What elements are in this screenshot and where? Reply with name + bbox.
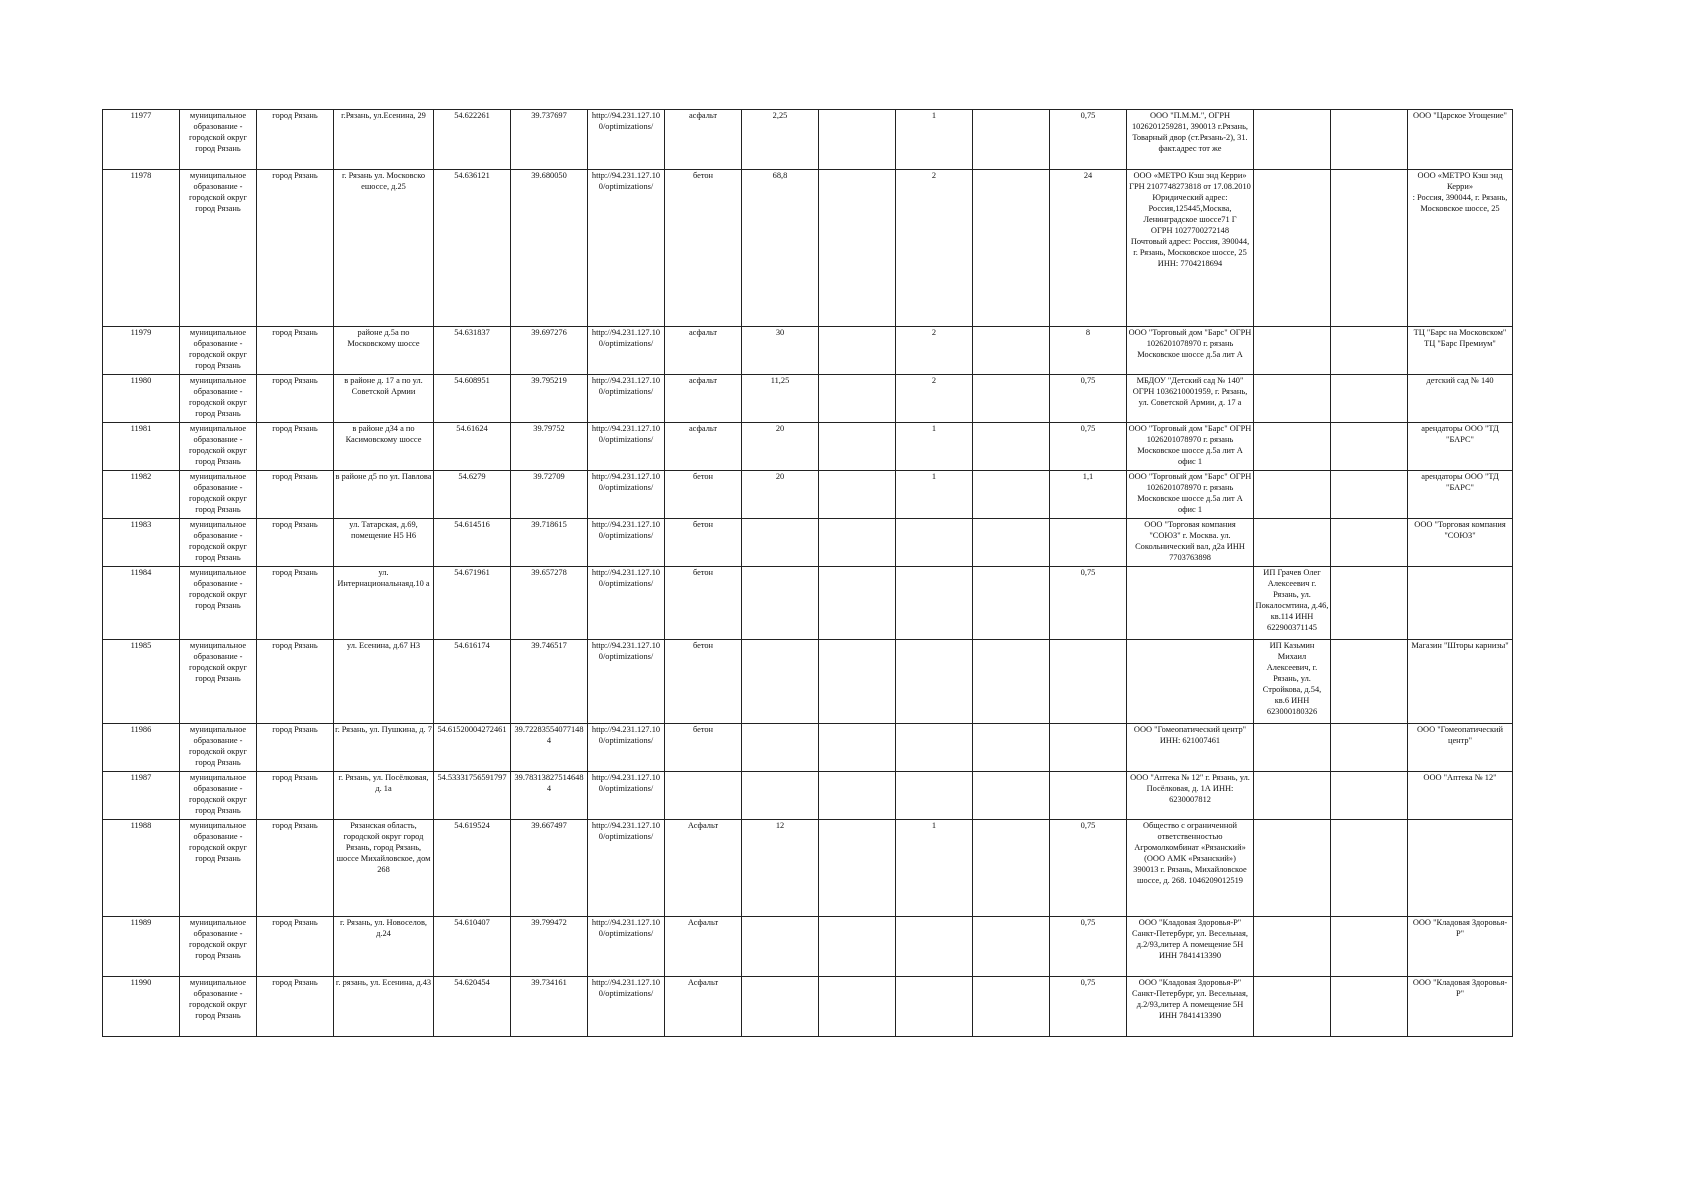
volume-cell bbox=[1050, 772, 1127, 820]
owner-legal-cell: ООО "Торговый дом "Барс" ОГРН 1026201078970 г. рязань Московское шоссе д.5а лит А офис 1 bbox=[1127, 423, 1254, 471]
empty-cell bbox=[819, 375, 896, 423]
empty-cell bbox=[973, 977, 1050, 1037]
volume-cell: 8 bbox=[1050, 327, 1127, 375]
area-cell bbox=[742, 640, 819, 724]
empty-cell bbox=[819, 977, 896, 1037]
site-id-cell: 11990 bbox=[103, 977, 180, 1037]
surface-cell bbox=[665, 772, 742, 820]
table-row bbox=[103, 772, 1513, 820]
municipality-cell: муниципальное образование - городской округ город Рязань bbox=[180, 423, 257, 471]
table-row bbox=[103, 375, 1513, 423]
container-count-cell: 1 bbox=[896, 820, 973, 917]
volume-cell: 0,75 bbox=[1050, 820, 1127, 917]
empty-cell bbox=[973, 375, 1050, 423]
empty-cell bbox=[973, 423, 1050, 471]
table-row bbox=[103, 820, 1513, 917]
site-id-cell: 11986 bbox=[103, 724, 180, 772]
site-id-cell: 11989 bbox=[103, 917, 180, 977]
address-cell: г. Рязань ул. Московско ешоссе, д.25 bbox=[334, 170, 434, 327]
longitude-cell: 39.667497 bbox=[511, 820, 588, 917]
owner-legal-cell: Общество с ограниченной ответственностью Агромолкомбинат «Рязанский» (ООО АМК «Рязанский») 390013 г. Рязань, Михайловское шоссе, д. 268. 1046209012519 bbox=[1127, 820, 1254, 917]
empty-cell bbox=[973, 567, 1050, 640]
empty-cell bbox=[1331, 471, 1408, 519]
owner-person-cell bbox=[1254, 170, 1331, 327]
surface-cell: бетон bbox=[665, 519, 742, 567]
link-cell: http://94.231.127.10 0/optimizations/ bbox=[588, 375, 665, 423]
container-count-cell bbox=[896, 977, 973, 1037]
municipality-cell: муниципальное образование - городской округ город Рязань bbox=[180, 640, 257, 724]
owner-legal-cell: ООО "Торговая компания "СОЮЗ" г. Москва. ул. Сокольнический вал, д2а ИНН 7703763898 bbox=[1127, 519, 1254, 567]
table-row bbox=[103, 423, 1513, 471]
city-cell: город Рязань bbox=[257, 772, 334, 820]
empty-cell bbox=[1331, 423, 1408, 471]
owner-legal-cell: ООО "Торговый дом "Барс" ОГРН 1026201078970 г. рязань Московское шоссе д.5а лит А bbox=[1127, 327, 1254, 375]
empty-cell bbox=[973, 772, 1050, 820]
waste-source-cell: ООО "Торговая компания "СОЮЗ" bbox=[1408, 519, 1513, 567]
container-count-cell bbox=[896, 724, 973, 772]
latitude-cell: 54.631837 bbox=[434, 327, 511, 375]
area-cell bbox=[742, 772, 819, 820]
site-id-cell: 11978 bbox=[103, 170, 180, 327]
link-cell: http://94.231.127.10 0/optimizations/ bbox=[588, 820, 665, 917]
empty-cell bbox=[1331, 977, 1408, 1037]
longitude-cell: 39.737697 bbox=[511, 110, 588, 170]
site-id-cell: 11981 bbox=[103, 423, 180, 471]
longitude-cell: 39.795219 bbox=[511, 375, 588, 423]
latitude-cell: 54.61624 bbox=[434, 423, 511, 471]
volume-cell: 0,75 bbox=[1050, 917, 1127, 977]
link-cell: http://94.231.127.10 0/optimizations/ bbox=[588, 772, 665, 820]
link-cell: http://94.231.127.10 0/optimizations/ bbox=[588, 327, 665, 375]
waste-source-cell: Магазин "Шторы карнизы" bbox=[1408, 640, 1513, 724]
empty-cell bbox=[819, 110, 896, 170]
empty-cell bbox=[819, 471, 896, 519]
owner-person-cell: ИП Грачев Олег Алексеевич г. Рязань, ул. Покалосмтина, д.46, кв.114 ИНН 622900371145 bbox=[1254, 567, 1331, 640]
owner-legal-cell: ООО "Торговый дом "Барс" ОГРН 1026201078970 г. рязань Московское шоссе д.5а лит А офис 1 bbox=[1127, 471, 1254, 519]
empty-cell bbox=[1331, 917, 1408, 977]
table-row bbox=[103, 724, 1513, 772]
volume-cell bbox=[1050, 724, 1127, 772]
surface-cell: бетон bbox=[665, 567, 742, 640]
waste-source-cell: ООО "Кладовая Здоровья-Р" bbox=[1408, 917, 1513, 977]
waste-source-cell bbox=[1408, 567, 1513, 640]
surface-cell: Асфальт bbox=[665, 917, 742, 977]
surface-cell: асфальт bbox=[665, 423, 742, 471]
site-id-cell: 11988 bbox=[103, 820, 180, 917]
latitude-cell: 54.636121 bbox=[434, 170, 511, 327]
latitude-cell: 54.614516 bbox=[434, 519, 511, 567]
owner-legal-cell: МБДОУ "Детский сад № 140" ОГРН 1036210001959, г. Рязань, ул. Советской Армии, д. 17 а bbox=[1127, 375, 1254, 423]
surface-cell: бетон bbox=[665, 471, 742, 519]
latitude-cell: 54.622261 bbox=[434, 110, 511, 170]
volume-cell bbox=[1050, 640, 1127, 724]
municipality-cell: муниципальное образование - городской округ город Рязань bbox=[180, 567, 257, 640]
latitude-cell: 54.671961 bbox=[434, 567, 511, 640]
link-cell: http://94.231.127.10 0/optimizations/ bbox=[588, 917, 665, 977]
owner-person-cell bbox=[1254, 327, 1331, 375]
container-count-cell: 2 bbox=[896, 170, 973, 327]
owner-legal-cell: ООО "Кладовая Здоровья-Р" Санкт-Петербург, ул. Весельная, д.2/93,литер А помещение 5Н ИНН 7841413390 bbox=[1127, 977, 1254, 1037]
longitude-cell: 39.79752 bbox=[511, 423, 588, 471]
latitude-cell: 54.6279 bbox=[434, 471, 511, 519]
owner-person-cell bbox=[1254, 471, 1331, 519]
address-cell: г. Рязань, ул. Пушкина, д. 7 bbox=[334, 724, 434, 772]
area-cell bbox=[742, 724, 819, 772]
city-cell: город Рязань bbox=[257, 567, 334, 640]
volume-cell: 1,1 bbox=[1050, 471, 1127, 519]
site-id-cell: 11985 bbox=[103, 640, 180, 724]
site-id-cell: 11987 bbox=[103, 772, 180, 820]
address-cell: г.Рязань, ул.Есенина, 29 bbox=[334, 110, 434, 170]
surface-cell: Асфальт bbox=[665, 977, 742, 1037]
container-count-cell: 1 bbox=[896, 423, 973, 471]
waste-source-cell: арендаторы ООО "ТД "БАРС" bbox=[1408, 423, 1513, 471]
surface-cell: бетон bbox=[665, 640, 742, 724]
waste-source-cell: ООО "Гомеопатический центр" bbox=[1408, 724, 1513, 772]
table-row bbox=[103, 110, 1513, 170]
address-cell: г. рязань, ул. Есенина, д.43 bbox=[334, 977, 434, 1037]
container-count-cell: 2 bbox=[896, 327, 973, 375]
table-row bbox=[103, 170, 1513, 327]
owner-person-cell bbox=[1254, 772, 1331, 820]
municipality-cell: муниципальное образование - городской округ город Рязань bbox=[180, 772, 257, 820]
empty-cell bbox=[819, 567, 896, 640]
link-cell: http://94.231.127.10 0/optimizations/ bbox=[588, 977, 665, 1037]
site-id-cell: 11982 bbox=[103, 471, 180, 519]
empty-cell bbox=[1331, 110, 1408, 170]
site-id-cell: 11977 bbox=[103, 110, 180, 170]
volume-cell bbox=[1050, 519, 1127, 567]
municipality-cell: муниципальное образование - городской округ город Рязань bbox=[180, 917, 257, 977]
link-cell: http://94.231.127.10 0/optimizations/ bbox=[588, 567, 665, 640]
empty-cell bbox=[819, 640, 896, 724]
city-cell: город Рязань bbox=[257, 170, 334, 327]
latitude-cell: 54.608951 bbox=[434, 375, 511, 423]
empty-cell bbox=[973, 724, 1050, 772]
area-cell: 11,25 bbox=[742, 375, 819, 423]
site-id-cell: 11984 bbox=[103, 567, 180, 640]
empty-cell bbox=[1331, 820, 1408, 917]
empty-cell bbox=[973, 917, 1050, 977]
latitude-cell: 54.61520004272461 bbox=[434, 724, 511, 772]
city-cell: город Рязань bbox=[257, 519, 334, 567]
volume-cell: 0,75 bbox=[1050, 375, 1127, 423]
owner-legal-cell: ООО "Гомеопатический центр" ИНН: 621007461 bbox=[1127, 724, 1254, 772]
empty-cell bbox=[1331, 375, 1408, 423]
city-cell: город Рязань bbox=[257, 820, 334, 917]
container-count-cell bbox=[896, 640, 973, 724]
area-cell: 68,8 bbox=[742, 170, 819, 327]
area-cell bbox=[742, 519, 819, 567]
waste-source-cell: детский сад № 140 bbox=[1408, 375, 1513, 423]
owner-person-cell bbox=[1254, 375, 1331, 423]
waste-source-cell: арендаторы ООО "ТД "БАРС" bbox=[1408, 471, 1513, 519]
longitude-cell: 39.78313827514648 4 bbox=[511, 772, 588, 820]
table-row bbox=[103, 977, 1513, 1037]
longitude-cell: 39.718615 bbox=[511, 519, 588, 567]
owner-legal-cell: ООО "П.М.М.", ОГРН 1026201259281, 390013 г.Рязань, Товарный двор (ст.Рязань-2), 31. факт.адрес тот же bbox=[1127, 110, 1254, 170]
address-cell: в районе д5 по ул. Павлова bbox=[334, 471, 434, 519]
container-count-cell: 1 bbox=[896, 110, 973, 170]
city-cell: город Рязань bbox=[257, 471, 334, 519]
address-cell: в районе д. 17 а по ул. Советской Армии bbox=[334, 375, 434, 423]
owner-person-cell bbox=[1254, 519, 1331, 567]
volume-cell: 24 bbox=[1050, 170, 1127, 327]
container-count-cell bbox=[896, 772, 973, 820]
longitude-cell: 39.746517 bbox=[511, 640, 588, 724]
empty-cell bbox=[819, 327, 896, 375]
empty-cell bbox=[819, 519, 896, 567]
area-cell: 12 bbox=[742, 820, 819, 917]
address-cell: районе д.5а по Московскому шоссе bbox=[334, 327, 434, 375]
owner-person-cell bbox=[1254, 423, 1331, 471]
table-row bbox=[103, 519, 1513, 567]
longitude-cell: 39.72283554077148 4 bbox=[511, 724, 588, 772]
longitude-cell: 39.72709 bbox=[511, 471, 588, 519]
link-cell: http://94.231.127.10 0/optimizations/ bbox=[588, 724, 665, 772]
waste-source-cell: ООО "Царское Угощение" bbox=[1408, 110, 1513, 170]
longitude-cell: 39.697276 bbox=[511, 327, 588, 375]
area-cell bbox=[742, 977, 819, 1037]
waste-source-cell: ТЦ "Барс на Московском" ТЦ "Барс Премиум" bbox=[1408, 327, 1513, 375]
volume-cell: 0,75 bbox=[1050, 110, 1127, 170]
empty-cell bbox=[1331, 772, 1408, 820]
owner-person-cell bbox=[1254, 917, 1331, 977]
link-cell: http://94.231.127.10 0/optimizations/ bbox=[588, 519, 665, 567]
empty-cell bbox=[1331, 170, 1408, 327]
municipality-cell: муниципальное образование - городской округ город Рязань bbox=[180, 724, 257, 772]
address-cell: Рязанская область, городской округ город Рязань, город Рязань, шоссе Михайловское, дом 268 bbox=[334, 820, 434, 917]
longitude-cell: 39.799472 bbox=[511, 917, 588, 977]
empty-cell bbox=[973, 170, 1050, 327]
municipality-cell: муниципальное образование - городской округ город Рязань bbox=[180, 327, 257, 375]
latitude-cell: 54.616174 bbox=[434, 640, 511, 724]
volume-cell: 0,75 bbox=[1050, 977, 1127, 1037]
municipality-cell: муниципальное образование - городской округ город Рязань bbox=[180, 820, 257, 917]
owner-person-cell: ИП Казьмин Михаил Алексеевич, г. Рязань, ул. Стройкова, д.54, кв.6 ИНН 623000180326 bbox=[1254, 640, 1331, 724]
link-cell: http://94.231.127.10 0/optimizations/ bbox=[588, 170, 665, 327]
waste-source-cell: ООО "Кладовая Здоровья-Р" bbox=[1408, 977, 1513, 1037]
empty-cell bbox=[973, 519, 1050, 567]
owner-legal-cell bbox=[1127, 640, 1254, 724]
latitude-cell: 54.620454 bbox=[434, 977, 511, 1037]
city-cell: город Рязань bbox=[257, 917, 334, 977]
address-cell: ул. Татарская, д.69, помещение Н5 Н6 bbox=[334, 519, 434, 567]
waste-source-cell: ООО "Аптека № 12" bbox=[1408, 772, 1513, 820]
site-id-cell: 11979 bbox=[103, 327, 180, 375]
link-cell: http://94.231.127.10 0/optimizations/ bbox=[588, 640, 665, 724]
area-cell: 30 bbox=[742, 327, 819, 375]
empty-cell bbox=[973, 820, 1050, 917]
empty-cell bbox=[819, 170, 896, 327]
empty-cell bbox=[973, 471, 1050, 519]
site-id-cell: 11980 bbox=[103, 375, 180, 423]
empty-cell bbox=[1331, 567, 1408, 640]
empty-cell bbox=[819, 917, 896, 977]
address-cell: в районе д34 а по Касимовскому шоссе bbox=[334, 423, 434, 471]
container-count-cell bbox=[896, 917, 973, 977]
container-count-cell: 1 bbox=[896, 471, 973, 519]
city-cell: город Рязань bbox=[257, 724, 334, 772]
latitude-cell: 54.53331756591797 bbox=[434, 772, 511, 820]
owner-legal-cell: ООО "Аптека № 12" г. Рязань, ул. Посёлковая, д. 1А ИНН: 6230007812 bbox=[1127, 772, 1254, 820]
volume-cell: 0,75 bbox=[1050, 423, 1127, 471]
link-cell: http://94.231.127.10 0/optimizations/ bbox=[588, 471, 665, 519]
owner-legal-cell: ООО «МЕТРО Кэш энд Керри» ГРН 2107748273818 от 17.08.2010 Юридический адрес: Россия,125445,Москва, Ленинградское шоссе71 Г ОГРН 1027700272148 Почтовый адрес: Россия, 390044, г. Рязань, Московское шоссе, 25 ИНН: 7704218694 bbox=[1127, 170, 1254, 327]
surface-cell: асфальт bbox=[665, 110, 742, 170]
waste-source-cell bbox=[1408, 820, 1513, 917]
owner-person-cell bbox=[1254, 724, 1331, 772]
surface-cell: бетон bbox=[665, 724, 742, 772]
municipality-cell: муниципальное образование - городской округ город Рязань bbox=[180, 375, 257, 423]
table-row bbox=[103, 640, 1513, 724]
empty-cell bbox=[819, 772, 896, 820]
municipality-cell: муниципальное образование - городской округ город Рязань bbox=[180, 110, 257, 170]
area-cell: 20 bbox=[742, 471, 819, 519]
address-cell: ул. Есенина, д.67 Н3 bbox=[334, 640, 434, 724]
volume-cell: 0,75 bbox=[1050, 567, 1127, 640]
table-row bbox=[103, 471, 1513, 519]
surface-cell: бетон bbox=[665, 170, 742, 327]
empty-cell bbox=[1331, 724, 1408, 772]
area-cell: 2,25 bbox=[742, 110, 819, 170]
city-cell: город Рязань bbox=[257, 327, 334, 375]
empty-cell bbox=[1331, 519, 1408, 567]
municipality-cell: муниципальное образование - городской округ город Рязань bbox=[180, 170, 257, 327]
city-cell: город Рязань bbox=[257, 110, 334, 170]
longitude-cell: 39.657278 bbox=[511, 567, 588, 640]
empty-cell bbox=[973, 327, 1050, 375]
address-cell: г. Рязань, ул. Новоселов, д.24 bbox=[334, 917, 434, 977]
waste-source-cell: ООО «МЕТРО Кэш энд Керри» : Россия, 390044, г. Рязань, Московское шоссе, 25 bbox=[1408, 170, 1513, 327]
container-count-cell bbox=[896, 567, 973, 640]
longitude-cell: 39.734161 bbox=[511, 977, 588, 1037]
container-count-cell: 2 bbox=[896, 375, 973, 423]
empty-cell bbox=[973, 110, 1050, 170]
table-row bbox=[103, 327, 1513, 375]
municipality-cell: муниципальное образование - городской округ город Рязань bbox=[180, 471, 257, 519]
empty-cell bbox=[819, 724, 896, 772]
surface-cell: асфальт bbox=[665, 327, 742, 375]
site-id-cell: 11983 bbox=[103, 519, 180, 567]
city-cell: город Рязань bbox=[257, 977, 334, 1037]
owner-person-cell bbox=[1254, 110, 1331, 170]
latitude-cell: 54.619524 bbox=[434, 820, 511, 917]
table-row bbox=[103, 567, 1513, 640]
owner-person-cell bbox=[1254, 820, 1331, 917]
link-cell: http://94.231.127.10 0/optimizations/ bbox=[588, 423, 665, 471]
owner-legal-cell: ООО "Кладовая Здоровья-Р" Санкт-Петербург, ул. Весельная, д.2/93,литер А помещение 5Н ИНН 7841413390 bbox=[1127, 917, 1254, 977]
surface-cell: Асфальт bbox=[665, 820, 742, 917]
table-row bbox=[103, 917, 1513, 977]
latitude-cell: 54.610407 bbox=[434, 917, 511, 977]
area-cell bbox=[742, 917, 819, 977]
municipality-cell: муниципальное образование - городской округ город Рязань bbox=[180, 977, 257, 1037]
address-cell: г. Рязань, ул. Посёлковая, д. 1а bbox=[334, 772, 434, 820]
waste-sites-table bbox=[102, 109, 1513, 1037]
address-cell: ул. Интернациональнаяд.10 а bbox=[334, 567, 434, 640]
longitude-cell: 39.680050 bbox=[511, 170, 588, 327]
empty-cell bbox=[1331, 327, 1408, 375]
area-cell: 20 bbox=[742, 423, 819, 471]
container-count-cell bbox=[896, 519, 973, 567]
municipality-cell: муниципальное образование - городской округ город Рязань bbox=[180, 519, 257, 567]
link-cell: http://94.231.127.10 0/optimizations/ bbox=[588, 110, 665, 170]
empty-cell bbox=[819, 820, 896, 917]
surface-cell: асфальт bbox=[665, 375, 742, 423]
empty-cell bbox=[973, 640, 1050, 724]
owner-legal-cell bbox=[1127, 567, 1254, 640]
city-cell: город Рязань bbox=[257, 423, 334, 471]
area-cell bbox=[742, 567, 819, 640]
empty-cell bbox=[819, 423, 896, 471]
city-cell: город Рязань bbox=[257, 375, 334, 423]
owner-person-cell bbox=[1254, 977, 1331, 1037]
table-body bbox=[103, 110, 1513, 1037]
city-cell: город Рязань bbox=[257, 640, 334, 724]
empty-cell bbox=[1331, 640, 1408, 724]
